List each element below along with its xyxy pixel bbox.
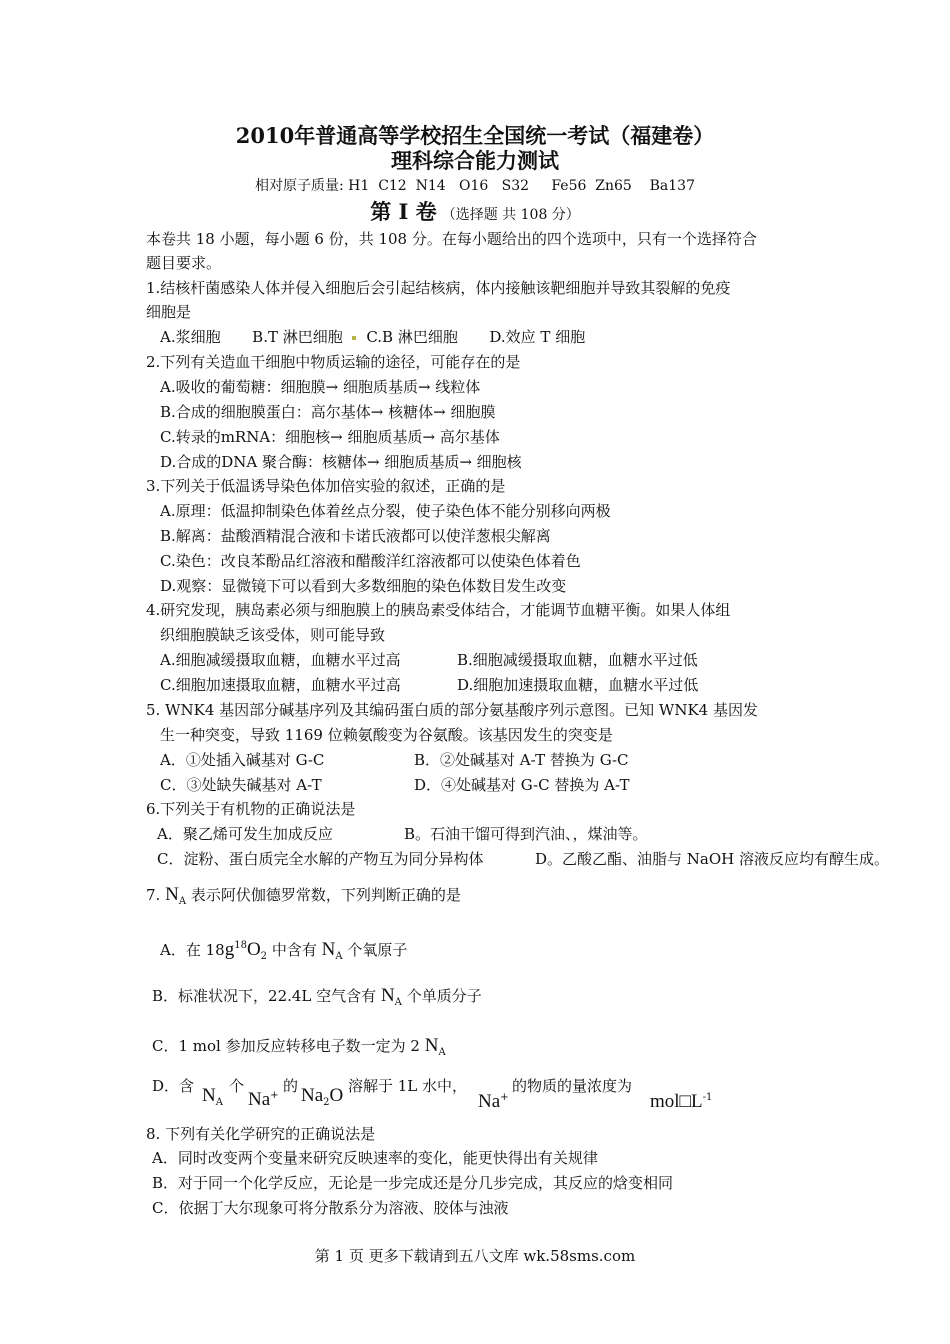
q7-d-na-ion — [248, 1086, 279, 1110]
q2-option-a: A.吸收的葡萄糖：细胞膜→ 细胞质基质→ 线粒体 — [160, 378, 481, 396]
q7-d-de: 的 — [283, 1077, 299, 1095]
exam-title: 2010年普通高等学校招生全国统一考试（福建卷） — [235, 123, 715, 148]
q5-option-a: A．①处插入碱基对 G-C — [160, 751, 325, 769]
na-symbol: N — [321, 939, 336, 960]
q5-option-d: D．④处碱基对 G-C 替换为 A-T — [414, 776, 630, 794]
q4-stem-1: 4.研究发现，胰岛素必须与细胞膜上的胰岛素受体结合，才能调节血糖平衡。如果人体组 — [146, 601, 731, 619]
q7-d-prefix: D．含 — [152, 1077, 195, 1095]
q7-stem — [146, 885, 461, 912]
volume-title: 第 I 卷 — [370, 199, 437, 224]
q7-a-o-sub: 2 — [260, 951, 268, 962]
na-ion-symbol: Na — [478, 1091, 501, 1112]
concentration-unit: mol□L — [650, 1091, 703, 1112]
q4-option-b: B.细胞减缓摄取血糖，血糖水平过低 — [457, 651, 698, 669]
q3-stem: 3.下列关于低温诱导染色体加倍实验的叙述，正确的是 — [146, 477, 506, 495]
q4-option-d: D.细胞加速摄取血糖，血糖水平过低 — [457, 676, 699, 694]
q6-option-d: D。乙酸乙酯、油脂与 NaOH 溶液反应均有醇生成。 — [535, 850, 890, 868]
q7-stem-text: 表示阿伏伽德罗常数，下列判断正确的是 — [190, 886, 461, 904]
q2-stem: 2.下列有关造血干细胞中物质运输的途径，可能存在的是 — [146, 353, 521, 371]
intro-line-2: 题目要求。 — [146, 254, 222, 272]
q7-d-na-ion-2 — [478, 1088, 509, 1112]
q7-a-post: 个氧原子 — [347, 941, 408, 959]
q6-option-a: A．聚乙烯可发生加成反应 — [157, 825, 333, 843]
na-ion-symbol: Na — [248, 1089, 271, 1110]
q3-option-d: D.观察：显微镜下可以看到大多数细胞的染色体数目发生改变 — [160, 577, 567, 595]
q5-option-c: C．③处缺失碱基对 A-T — [160, 776, 322, 794]
q8-stem: 8. 下列有关化学研究的正确说法是 — [146, 1125, 376, 1143]
q2-option-d: D.合成的DNA 聚合酶：核糖体→ 细胞质基质→ 细胞核 — [160, 453, 522, 471]
bullet-mark — [352, 336, 356, 340]
q4-option-a: A.细胞减缓摄取血糖，血糖水平过高 — [160, 651, 401, 669]
q8-option-b: B．对于同一个化学反应，无论是一步完成还是分几步完成，其反应的焓变相同 — [152, 1174, 674, 1192]
q1-option-d: D.效应 T 细胞 — [489, 328, 586, 346]
q4-option-c: C.细胞加速摄取血糖，血糖水平过高 — [160, 676, 401, 694]
q6-option-b: B。石油干馏可得到汽油、，煤油等。 — [404, 825, 648, 843]
q2-option-b: B.合成的细胞膜蛋白：高尔基体→ 核糖体→ 细胞膜 — [160, 403, 496, 421]
q6-option-c: C．淀粉、蛋白质完全水解的产物互为同分异构体 — [157, 850, 484, 868]
q7-option-c — [152, 1036, 446, 1063]
q1-option-a: A.浆细胞 — [160, 328, 221, 346]
na-ion-charge: + — [500, 1092, 509, 1103]
na-symbol: N — [424, 1035, 439, 1056]
q6-stem: 6.下列关于有机物的正确说法是 — [146, 800, 356, 818]
exam-subtitle: 理科综合能力测试 — [391, 148, 559, 173]
q7-d-mid: 溶解于 1L 水中， — [348, 1077, 468, 1095]
na-subscript: A — [438, 1047, 446, 1058]
q1-stem-2: 细胞是 — [146, 303, 192, 321]
q7-b-prefix: B．标准状况下，22.4L 空气含有 — [152, 987, 377, 1005]
q3-option-c: C.染色：改良苯酚品红溶液和醋酸洋红溶液都可以使染色体着色 — [160, 552, 581, 570]
na-symbol: N — [380, 985, 395, 1006]
na-subscript: A — [215, 1097, 223, 1108]
q1-options — [160, 327, 585, 347]
q7-option-b — [152, 986, 482, 1013]
q7-d-na2o — [301, 1086, 343, 1113]
na2o-sub: 2 — [323, 1097, 330, 1108]
q5-stem-2: 生一种突变，导致 1169 位赖氨酸变为谷氨酸。该基因发生的突变是 — [160, 726, 613, 744]
na-symbol: N — [202, 1085, 216, 1106]
q5-stem-1: 5. WNK4 基因部分碱基序列及其编码蛋白质的部分氨基酸序列示意图。已知 WNK4 基因发 — [146, 701, 758, 719]
q7-number: 7. — [146, 886, 161, 904]
q1-stem-1: 1.结核杆菌感染人体并侵入细胞后会引起结核病，体内接触该靶细胞并导致其裂解的免疫 — [146, 279, 731, 297]
na-symbol: N — [165, 884, 179, 905]
q7-option-a — [160, 936, 407, 967]
q3-option-a: A.原理：低温抑制染色体着丝点分裂，使子染色体不能分别移向两极 — [160, 502, 611, 520]
page-footer: 第 1 页 更多下载请到五八文库 wk.58sms.com — [314, 1247, 636, 1265]
na-subscript: A — [178, 896, 187, 907]
volume-heading — [0, 200, 950, 227]
q4-stem-2: 织细胞膜缺乏该受体，则可能导致 — [160, 626, 386, 644]
q7-d-unit — [650, 1088, 712, 1112]
na-subscript: A — [335, 951, 343, 962]
na-subscript: A — [394, 997, 402, 1008]
q7-a-prefix: A．在 18 — [160, 941, 225, 959]
q7-a-g: g — [224, 939, 235, 960]
q7-d-na — [202, 1086, 223, 1113]
q1-option-c: C.B 淋巴细胞 — [366, 328, 458, 346]
concentration-unit-exponent: -1 — [702, 1092, 713, 1103]
atomic-masses — [0, 177, 950, 195]
q5-option-b: B．②处碱基对 A-T 替换为 G-C — [414, 751, 629, 769]
intro-line-1: 本卷共 18 小题，每小题 6 份，共 108 分。在每小题给出的四个选项中，只有一个选择符合 — [146, 230, 757, 248]
na2o-o: O — [329, 1085, 344, 1106]
q7-a-o: O — [246, 939, 261, 960]
q2-option-c: C.转录的mRNA：细胞核→ 细胞质基质→ 高尔基体 — [160, 428, 500, 446]
na2o-na: Na — [301, 1085, 324, 1106]
q7-d-ge: 个 — [229, 1077, 245, 1095]
q3-option-b: B.解离：盐酸酒精混合液和卡诺氏液都可以使洋葱根尖解离 — [160, 527, 551, 545]
q7-a-mid: 中含有 — [271, 941, 317, 959]
q7-a-isotope: 18 — [234, 940, 247, 951]
na-ion-charge: + — [270, 1090, 279, 1101]
q7-c-prefix: C．1 mol 参加反应转移电子数一定为 2 — [152, 1037, 420, 1055]
q1-option-b: B.T 淋巴细胞 — [252, 328, 343, 346]
volume-note: （选择题 共 108 分） — [441, 207, 580, 223]
atomic-masses-values: H1 C12 N14 O16 S32 Fe56 Zn65 Ba137 — [348, 178, 695, 194]
q7-d-tail: 的物质的量浓度为 — [512, 1077, 633, 1095]
q8-option-c: C．依据丁大尔现象可将分散系分为溶液、胶体与浊液 — [152, 1199, 509, 1217]
q7-b-post: 个单质分子 — [406, 987, 482, 1005]
q8-option-a: A．同时改变两个变量来研究反映速率的变化，能更快得出有关规律 — [152, 1149, 598, 1167]
atomic-masses-label: 相对原子质量: — [255, 178, 344, 194]
